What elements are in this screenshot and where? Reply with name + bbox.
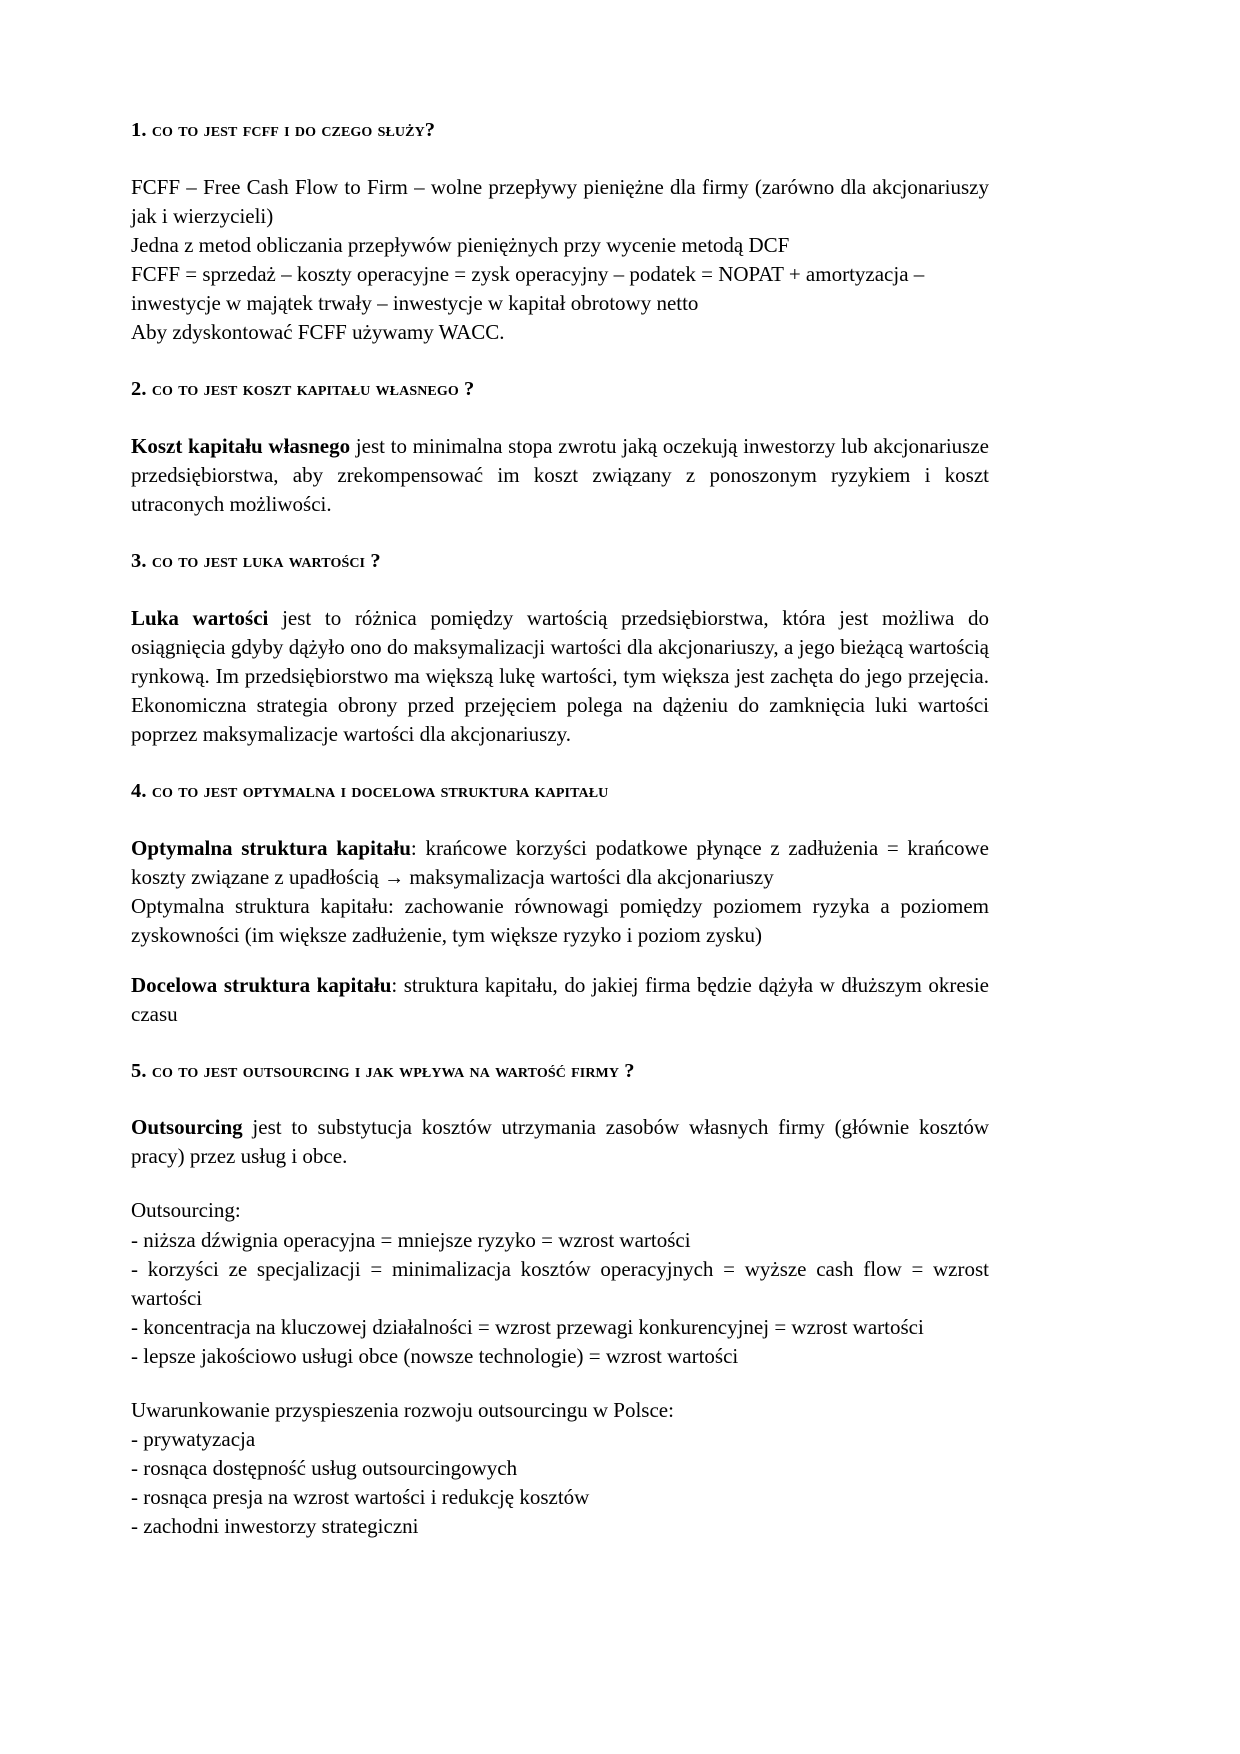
section-4-lead-term-docelowa: Docelowa struktura kapitału <box>131 972 392 997</box>
uwarunkowanie-list-item-3: - rosnąca presja na wzrost wartości i redukcję kosztów <box>131 1485 590 1510</box>
section-4-docelowa-text: : struktura kapitału, do jakiej firma będzie dążyła w dłuższym okresie czasu <box>131 972 989 1026</box>
outsourcing-list-title: Outsourcing: <box>131 1198 241 1223</box>
section-4-optymalna-line2: Optymalna struktura kapitału: zachowanie równowagi pomiędzy poziomem ryzyka a poziomem zyskowności (im większe zadłużenie, tym większe ryzyko i poziom zysku) <box>131 894 989 948</box>
section-3-lead-term: Luka wartości <box>131 605 269 630</box>
section-2-lead-term: Koszt kapitału własnego <box>131 433 351 458</box>
section-5-body-text: jest to substytucja kosztów utrzymania zasobów własnych firmy (głównie kosztów pracy) przez usług i obce. <box>131 1115 989 1169</box>
outsourcing-list-item-2: - korzyści ze specjalizacji = minimalizacja kosztów operacyjnych = wyższe cash flow = wzrost wartości <box>131 1256 989 1310</box>
section-number-4: 4. <box>131 779 147 802</box>
section-number-2: 2. <box>131 378 147 401</box>
section-5-lead-term: Outsourcing <box>131 1115 243 1140</box>
section-4-optymalna-paragraph <box>131 834 989 893</box>
document-content <box>131 118 989 1541</box>
section-heading-1 <box>131 118 989 144</box>
outsourcing-list-item-4: - lepsze jakościowo usługi obce (nowsze technologie) = wzrost wartości <box>131 1343 739 1368</box>
section-3-paragraph <box>131 604 989 749</box>
section-1-line-3: Aby zdyskontować FCFF używamy WACC. <box>131 320 505 345</box>
section-number-5: 5. <box>131 1059 147 1082</box>
section-3-body-text: jest to różnica pomiędzy wartością przedsiębiorstwa, która jest możliwa do osiągnięcia gdyby dążyło ono do maksymalizacji wartości dla akcjonariuszy, a jego bieżącą wartością rynkową. Im przedsiębiorstwo ma większą lukę wartości, tym większa jest zachęta do jego przejęcia. Ekonomiczna strategia obrony przed przejęciem polega na dążeniu do zamknięcia luki wartości poprzez maksymalizacje wartości dla akcjonariuszy. <box>131 605 989 746</box>
section-4-text-b: maksymalizacja wartości dla akcjonariuszy <box>404 864 774 889</box>
section-title-3: co to jest luka wartości ? <box>151 549 381 572</box>
section-title-2: co to jest koszt kapitału własnego ? <box>151 378 475 401</box>
section-1-lines <box>131 231 989 347</box>
section-title-1: co to jest fcff i do czego służy? <box>151 119 436 141</box>
section-4-lead-term-optymalna: Optymalna struktura kapitału <box>131 835 411 860</box>
section-5-paragraph <box>131 1113 989 1171</box>
right-arrow-icon: → <box>384 866 405 889</box>
section-number-3: 3. <box>131 549 147 572</box>
section-2-paragraph <box>131 432 989 519</box>
outsourcing-list-item-1: - niższa dźwignia operacyjna = mniejsze ryzyko = wzrost wartości <box>131 1227 691 1252</box>
section-number-1: 1. <box>131 119 147 141</box>
section-heading-2 <box>131 377 989 403</box>
section-1-paragraph: FCFF – Free Cash Flow to Firm – wolne przepływy pieniężne dla firmy (zarówno dla akcjonariuszy jak i wierzycieli) <box>131 174 989 228</box>
section-2-body-text: jest to minimalna stopa zwrotu jaką oczekują inwestorzy lub akcjonariusze przedsiębiorstwa, aby zrekompensować im koszt związany z ponoszonym ryzykiem i koszt utraconych możliwości. <box>131 433 989 516</box>
section-4-docelowa-paragraph <box>131 971 989 1029</box>
section-1-line-2: FCFF = sprzedaż – koszty operacyjne = zysk operacyjny – podatek = NOPAT + amortyzacja – inwestycje w majątek trwały – inwestycje w kapitał obrotowy netto <box>131 261 925 315</box>
uwarunkowanie-list-item-4: - zachodni inwestorzy strategiczni <box>131 1514 419 1539</box>
section-heading-4 <box>131 779 989 805</box>
section-heading-5 <box>131 1059 989 1085</box>
section-4-text-a: : krańcowe korzyści podatkowe płynące z zadłużenia = krańcowe koszty związane z upadłością <box>131 835 989 889</box>
section-title-5: co to jest outsourcing i jak wpływa na wartość firmy ? <box>151 1059 635 1082</box>
uwarunkowanie-list-item-1: - prywatyzacja <box>131 1427 256 1451</box>
outsourcing-list-item-3: - koncentracja na kluczowej działalności = wzrost przewagi konkurencyjnej = wzrost wartości <box>131 1314 924 1339</box>
uwarunkowanie-list-item-2: - rosnąca dostępność usług outsourcingowych <box>131 1456 518 1481</box>
uwarunkowanie-list-title: Uwarunkowanie przyspieszenia rozwoju outsourcingu w Polsce: <box>131 1397 674 1422</box>
section-heading-3 <box>131 549 989 575</box>
section-1-line-1: Jedna z metod obliczania przepływów pieniężnych przy wycenie metodą DCF <box>131 232 790 257</box>
section-title-4: co to jest optymalna i docelowa struktura kapitału <box>151 779 609 802</box>
